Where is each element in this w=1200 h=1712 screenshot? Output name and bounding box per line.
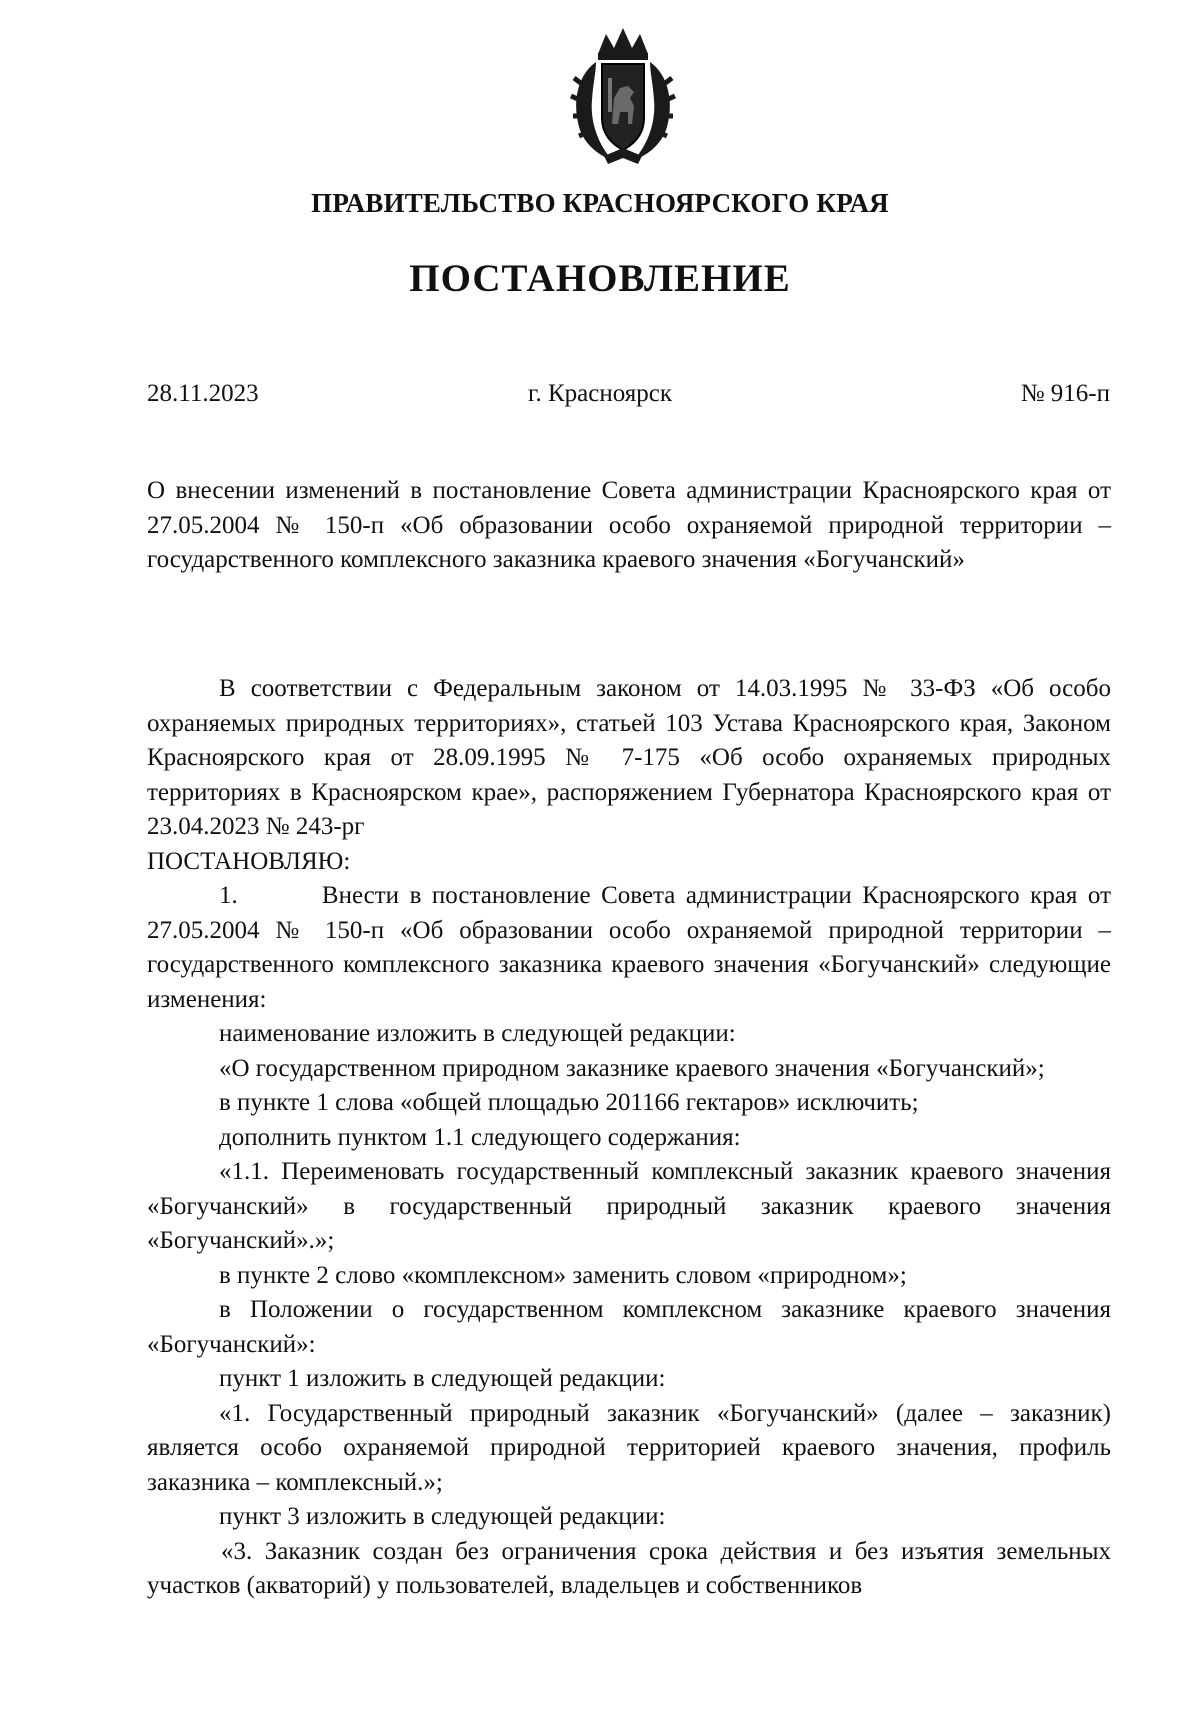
document-type-title: ПОСТАНОВЛЕНИЕ — [409, 257, 791, 300]
paragraph-point-3-text: «3. Заказник создан без ограничения срока действия и без изъятия земельных участков (акваторий) у пользователей, владельцев и собственников — [147, 1537, 1111, 1599]
paragraph-regulation: в Положении о государственном комплексном заказнике краевого значения «Богучанский»: — [147, 1296, 1111, 1358]
paragraph-point-1-text: «1. Государственный природный заказник «Богучанский» (далее – заказник) является особо охраняемой природной территорией краевого значения, профиль заказника – комплексный.»; — [147, 1399, 1111, 1496]
paragraph-point-1-change: в пункте 1 слова «общей площадью 201166 гектаров» исключить; — [219, 1089, 919, 1116]
document-city: г. Красноярск — [528, 380, 672, 407]
government-name: ПРАВИТЕЛЬСТВО КРАСНОЯРСКОГО КРАЯ — [311, 188, 889, 218]
paragraph-new-name: «О государственном природном заказнике краевого значения «Богучанский»; — [219, 1054, 1045, 1082]
document-title-block — [147, 474, 1111, 578]
coat-of-arms-emblem — [568, 26, 678, 166]
paragraph-resolve: ПОСТАНОВЛЯЮ: — [147, 847, 351, 875]
document-body — [147, 672, 1111, 1604]
paragraph-point-1-1: «1.1. Переименовать государственный комплексный заказник краевого значения «Богучанский» в государственный природный заказник краевого значения «Богучанский».»; — [147, 1158, 1111, 1254]
paragraph-point-1-edit: пункт 1 изложить в следующей редакции: — [219, 1365, 666, 1392]
document-date: 28.11.2023 — [147, 380, 259, 407]
paragraph-preamble: В соответствии с Федеральным законом от 14.03.1995 № 33-ФЗ «Об особо охраняемых природных территориях», статьей 103 Устава Красноярского края, Законом Красноярского края от 28.09.1995 № 7-175 «Об особо охраняемых природных территориях в Красноярском крае», распоряжением Губернатора Красноярского края от 23.04.2023 № 243-рг — [147, 675, 1111, 840]
paragraph-add-point: дополнить пунктом 1.1 следующего содержания: — [219, 1123, 741, 1151]
paragraph-point-3-edit: пункт 3 изложить в следующей редакции: — [219, 1503, 666, 1530]
document-number: № 916-п — [1020, 380, 1110, 407]
document-subject: О внесении изменений в постановление Совета администрации Красноярского края от 27.05.2004 № 150-п «Об образовании особо охраняемой природной территории – государственного комплексного заказника краевого значения «Богучанский» — [147, 477, 1111, 573]
paragraph-name-edit: наименование изложить в следующей редакции: — [219, 1020, 736, 1047]
paragraph-item-1: 1. Внести в постановление Совета администрации Красноярского края от 27.05.2004 № 150-п «Об образовании особо охраняемой природной территории – государственного комплексного заказника краевого значения «Богучанский» следующие изменения: — [147, 882, 1111, 1013]
paragraph-point-2-change: в пункте 2 слово «комплексном» заменить словом «природном»; — [219, 1261, 907, 1289]
